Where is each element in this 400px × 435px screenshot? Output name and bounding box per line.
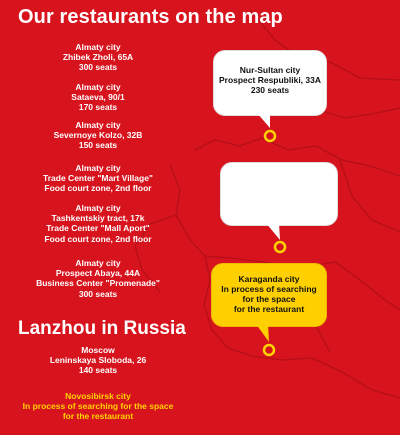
restaurant-seats: 140 seats — [78, 365, 118, 376]
restaurant-seats: 150 seats — [78, 140, 118, 151]
restaurant-entry — [0, 163, 196, 194]
restaurant-entry — [0, 203, 196, 244]
restaurant-address: Leninskaya Sloboda, 26 — [49, 355, 147, 366]
restaurant-address: Severnoye Kolzo, 32B — [53, 130, 143, 141]
callout-status: In process of searching — [221, 284, 317, 294]
restaurant-address: Tashkentskiy tract, 17k — [51, 213, 145, 224]
restaurant-address: Zhibek Zholi, 65A — [62, 52, 134, 63]
callout-empty — [220, 162, 338, 226]
restaurant-status: In process of searching for the space — [22, 401, 174, 412]
restaurant-entry — [0, 120, 196, 151]
restaurant-address: Sataeva, 90/1 — [71, 92, 125, 103]
restaurant-entry — [0, 258, 196, 299]
callout-city: Karaganda city — [238, 274, 300, 284]
restaurant-detail: Trade Center "Mall Aport" — [46, 223, 150, 234]
restaurant-entry — [0, 82, 196, 113]
restaurant-detail: Business Center "Promenade" — [36, 278, 160, 289]
restaurant-entry — [0, 42, 196, 73]
section-title: Lanzhou in Russia — [18, 318, 186, 339]
restaurant-detail: Food court zone, 2nd floor — [44, 183, 152, 194]
restaurant-city: Almaty city — [75, 203, 121, 213]
restaurant-seats: 300 seats — [78, 288, 118, 299]
restaurant-address: Trade Center "Mart Village" — [43, 173, 153, 184]
restaurant-entry — [0, 345, 196, 376]
restaurant-city: Almaty city — [75, 42, 121, 52]
callout-status: for the restaurant — [233, 304, 305, 314]
callout-nur-sultan — [213, 50, 327, 116]
restaurant-entry-pending — [0, 391, 196, 422]
callout-status: for the space — [242, 294, 296, 304]
restaurant-city: Almaty city — [75, 120, 121, 130]
restaurant-seats: 170 seats — [78, 102, 118, 113]
restaurant-seats: 300 seats — [78, 62, 118, 73]
page-title: Our restaurants on the map — [18, 6, 283, 28]
restaurant-city: Almaty city — [75, 82, 121, 92]
restaurant-city: Moscow — [81, 345, 115, 355]
restaurant-city: Almaty city — [75, 258, 121, 268]
callout-address: Prospect Respubliki, 33A — [218, 75, 322, 85]
restaurant-city: Novosibirsk city — [65, 391, 131, 401]
restaurant-address: Prospect Abaya, 44A — [55, 268, 141, 279]
callout-seats: 230 seats — [250, 85, 290, 95]
restaurant-detail: Food court zone, 2nd floor — [44, 233, 152, 244]
callout-city: Nur-Sultan city — [239, 65, 301, 75]
restaurant-status: for the restaurant — [62, 411, 134, 422]
restaurant-city: Almaty city — [75, 163, 121, 173]
callout-karaganda — [211, 263, 327, 327]
